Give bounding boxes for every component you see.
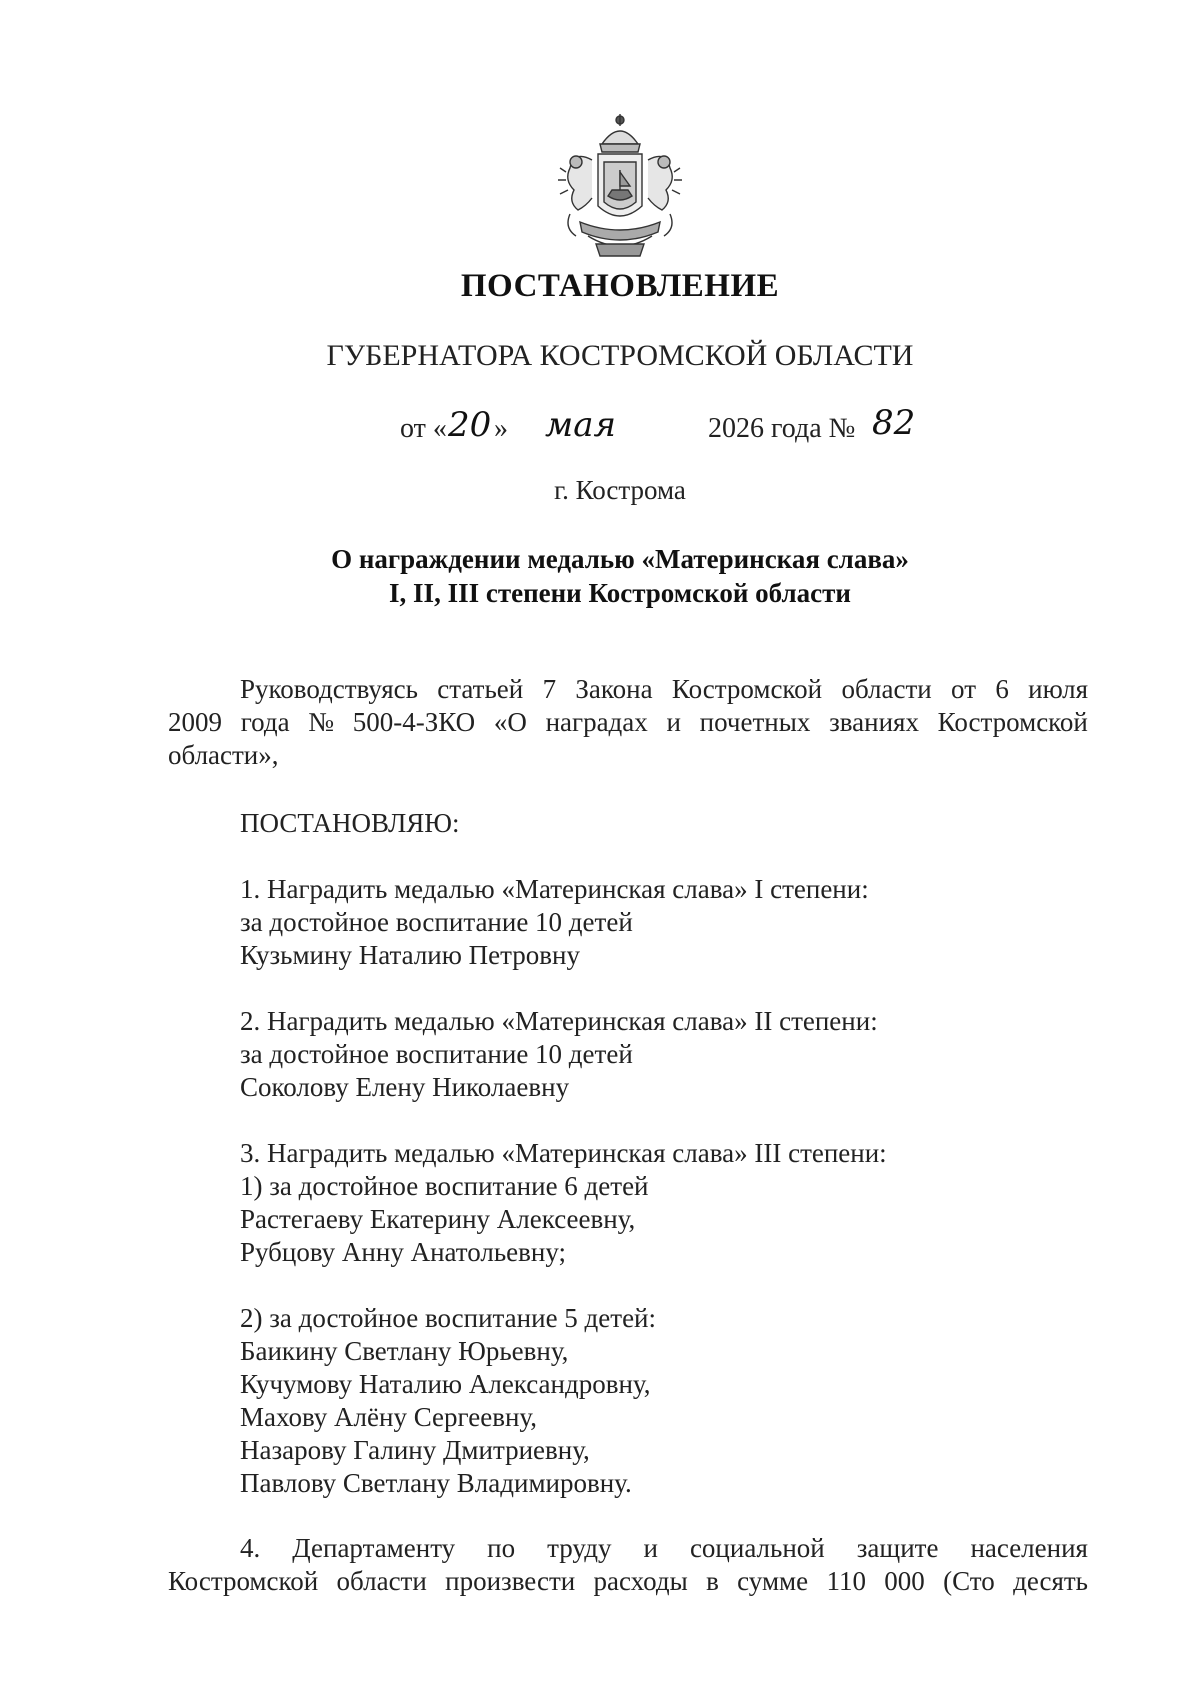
heading-line-1: О награждении медалью «Материнская слава» (331, 544, 909, 574)
date-prefix: от « (400, 413, 447, 444)
document-number-handwritten: 82 (872, 403, 916, 443)
date-day-handwritten: 20 (448, 405, 492, 445)
award-item-title: 2. Наградить медалью «Материнская слава» II степени: (240, 1006, 878, 1036)
date-line (0, 403, 1200, 457)
award-reason: 1) за достойное воспитание 6 детей (240, 1171, 649, 1201)
award-reason: за достойное воспитание 10 детей (240, 1039, 633, 1069)
award-item-3-sub-2 (240, 1302, 1090, 1500)
city-name: г. Кострома (554, 475, 686, 505)
awardee-name: Рубцову Анну Анатольевну; (240, 1237, 567, 1267)
preamble-line-3: области», (168, 740, 279, 770)
awardee-name: Растегаеву Екатерину Алексеевну, (240, 1204, 636, 1234)
award-reason: 2) за достойное воспитание 5 детей: (240, 1303, 657, 1333)
awardee-name: Баикину Светлану Юрьевну, (240, 1336, 569, 1366)
awardee-name: Кучумову Наталию Александровну, (240, 1369, 651, 1399)
item-4-paragraph (168, 1532, 1088, 1598)
awardee-name: Павлову Светлану Владимировну. (240, 1468, 632, 1498)
decree-word: ПОСТАНОВЛЯЮ: (240, 808, 460, 838)
awardee-name: Назарову Галину Дмитриевну, (240, 1435, 590, 1465)
preamble-line-2: 2009 года № 500-4-ЗКО «О наградах и почетных званиях Костромской (168, 707, 1088, 737)
date-mid: » (494, 413, 508, 444)
document-heading (0, 542, 1200, 610)
award-item-title: 3. Наградить медалью «Материнская слава» III степени: (240, 1138, 887, 1168)
date-month-handwritten: мая (545, 405, 616, 445)
issuer-subtitle: ГУБЕРНАТОРА КОСТРОМСКОЙ ОБЛАСТИ (326, 339, 914, 372)
kostroma-coat-of-arms-icon (540, 110, 700, 270)
item-4-line-2: Костромской области произвести расходы в сумме 110 000 (Сто десять (168, 1566, 1088, 1596)
award-reason: за достойное воспитание 10 детей (240, 907, 633, 937)
document-title: ПОСТАНОВЛЕНИЕ (460, 268, 780, 304)
heading-line-2: I, II, III степени Костромской области (389, 578, 851, 608)
awardee-name: Кузьмину Наталию Петровну (240, 940, 580, 970)
preamble-line-1: Руководствуясь статьей 7 Закона Костромской области от 6 июля (240, 674, 1088, 704)
preamble-paragraph (168, 673, 1088, 772)
date-year-label: 2026 года № (708, 413, 856, 444)
award-item-1 (240, 873, 1090, 972)
awardee-name: Соколову Елену Николаевну (240, 1072, 570, 1102)
awardee-name: Махову Алёну Сергеевну, (240, 1402, 537, 1432)
award-item-3 (240, 1137, 1090, 1269)
award-item-title: 1. Наградить медалью «Материнская слава» I степени: (240, 874, 869, 904)
item-4-line-1: 4. Департаменту по труду и социальной защите населения (240, 1533, 1088, 1563)
award-item-2 (240, 1005, 1090, 1104)
